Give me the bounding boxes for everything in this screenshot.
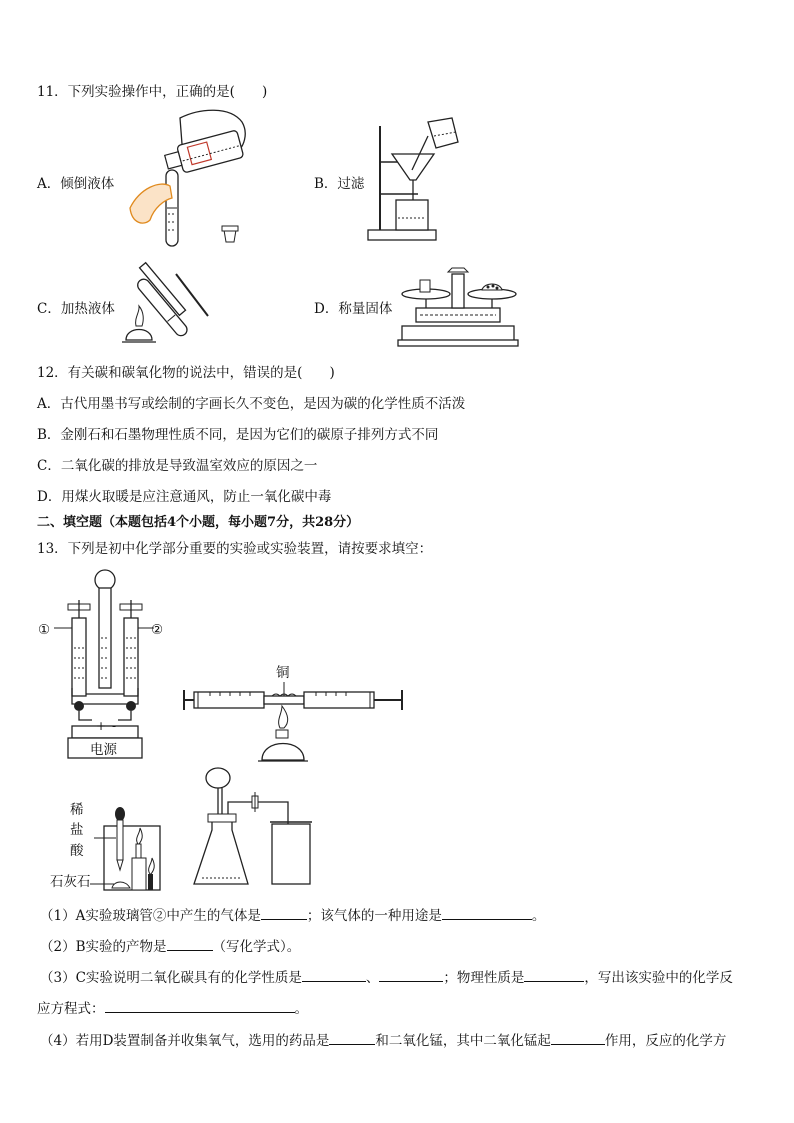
q13-part4: [40, 1030, 726, 1050]
q13-p3a: （3）C实验说明二氧化碳具有的化学性质是: [40, 970, 302, 986]
q13-p3b: 、: [365, 970, 380, 986]
blank-2[interactable]: [167, 936, 213, 951]
blank-3c[interactable]: [524, 967, 584, 982]
figure-electrolysis: [38, 568, 178, 760]
blank-3b[interactable]: [379, 967, 443, 982]
electrode-label-2: ②: [151, 622, 164, 638]
q13-p3f: 。: [294, 1001, 308, 1017]
electrode-minus: -: [112, 719, 117, 733]
figure-flask-gasjar: [190, 766, 320, 890]
figure-heating-liquid: [118, 260, 214, 350]
acid-label-xi: 稀: [70, 802, 84, 818]
copper-label: 铜: [276, 665, 290, 681]
q13-p2a: （2）B实验的产物是: [40, 939, 167, 955]
acid-label-suan: 酸: [70, 843, 84, 859]
q13-p4a: （4）若用D装置制备并收集氧气，选用的药品是: [40, 1033, 330, 1049]
q13-p3d: ，写出该实验中的化学反: [584, 970, 733, 986]
section-heading: 二、填空题（本题包括4个小题，每小题7分，共28分）: [37, 515, 360, 530]
q11-option-a: A．倾倒液体: [37, 176, 115, 192]
figure-copper-syringes: [180, 668, 410, 764]
q13-part3-line1: [40, 967, 733, 987]
blank-3a[interactable]: [302, 967, 366, 982]
q12-option-c: C．二氧化碳的排放是导致温室效应的原因之一: [37, 458, 318, 474]
figure-balance: [396, 268, 524, 348]
q13-p1a: （1）A实验玻璃管②中产生的气体是: [40, 908, 261, 924]
q12-option-b: B．金刚石和石墨物理性质不同，是因为它们的碳原子排列方式不同: [37, 427, 439, 443]
q11-stem: 11．下列实验操作中，正确的是( ): [37, 84, 268, 100]
blank-3d[interactable]: [105, 998, 295, 1013]
q13-part1: [40, 905, 545, 925]
limestone-label: 石灰石: [50, 874, 91, 890]
q13-p4c: 作用，反应的化学方: [604, 1033, 727, 1049]
blank-1b[interactable]: [442, 905, 532, 920]
blank-4a[interactable]: [329, 1030, 375, 1045]
figure-pouring-liquid: [120, 108, 260, 253]
q13-p2b: （写化学式）。: [212, 939, 301, 955]
electrode-label-1: ①: [38, 622, 51, 638]
q13-p3e: 应方程式：: [37, 1001, 105, 1017]
q11-option-c: C．加热液体: [37, 301, 115, 317]
q13-p1b: ；该气体的一种用途是: [306, 908, 442, 924]
q13-p4b: 和二氧化锰，其中二氧化锰起: [375, 1033, 551, 1049]
q13-part2: [40, 936, 300, 956]
power-source-label: 电源: [90, 742, 117, 758]
electrode-plus: +: [96, 719, 107, 733]
blank-1a[interactable]: [261, 905, 307, 920]
acid-label-yan: 盐: [70, 822, 84, 838]
q11-option-d: D．称量固体: [314, 301, 393, 317]
q12-option-d: D．用煤火取暖是应注意通风，防止一氧化碳中毒: [37, 489, 332, 505]
q12-stem: 12．有关碳和碳氧化物的说法中，错误的是( ): [37, 365, 335, 381]
blank-4b[interactable]: [551, 1030, 605, 1045]
q12-option-a: A．古代用墨书写或绘制的字画长久不变色，是因为碳的化学性质不活泼: [37, 396, 466, 412]
figure-co2-candles: [96, 816, 166, 892]
q13-stem: 13．下列是初中化学部分重要的实验或实验装置，请按要求填空：: [37, 541, 433, 557]
q11-option-b: B．过滤: [314, 176, 365, 192]
q13-p3c: ；物理性质是: [443, 970, 525, 986]
q13-part3-line2: [37, 998, 308, 1018]
q13-p1c: 。: [531, 908, 546, 924]
figure-filtration: [368, 118, 464, 242]
